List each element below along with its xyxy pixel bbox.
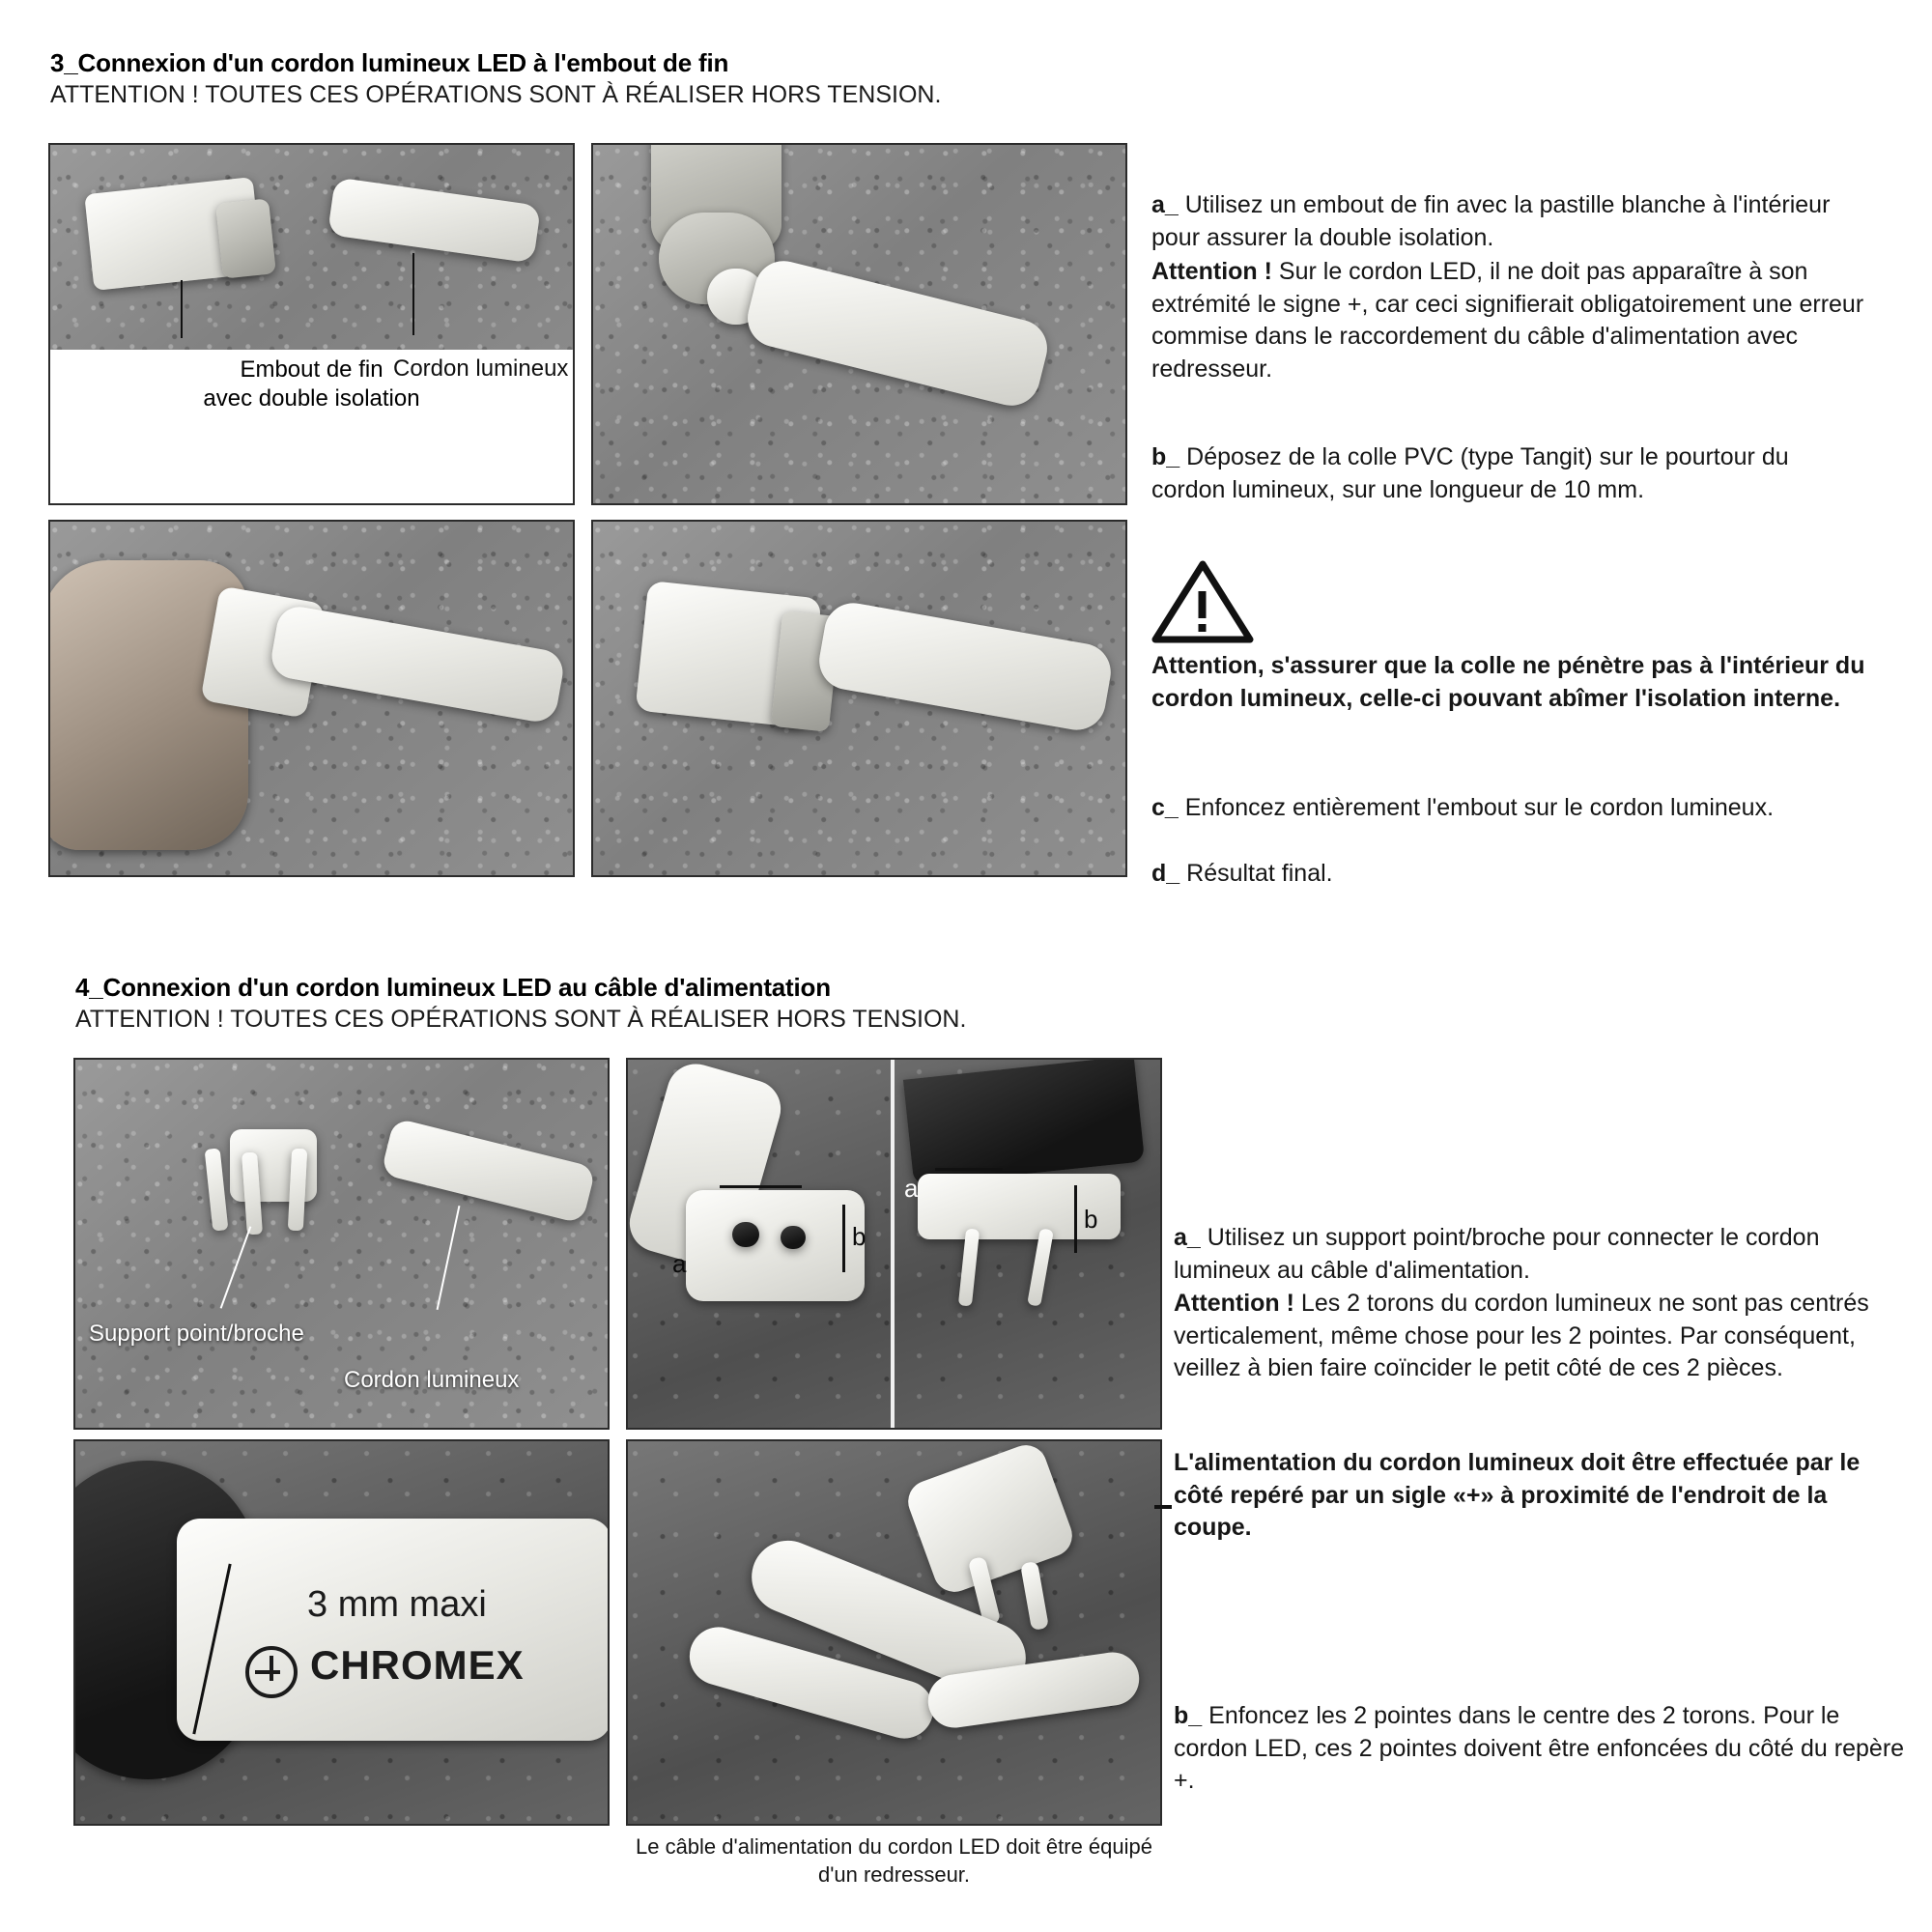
warning-triangle-icon	[1150, 558, 1256, 645]
note-dash	[1154, 1505, 1172, 1509]
photo-endcap-and-cord	[48, 143, 575, 505]
photo-glue-application	[591, 143, 1127, 505]
brand-text: CHROMEX	[310, 1642, 525, 1688]
bracket-a-left	[720, 1185, 802, 1188]
photo-insert-endcap-hand	[48, 520, 575, 877]
plus-circle-icon	[245, 1646, 298, 1698]
instruction-b-section3	[1151, 441, 1866, 506]
instruction-a-section3	[1151, 189, 1866, 254]
attention-text: Les 2 torons du cordon lumineux ne sont pas centrés verticalement, même chose pour les 2 pointes. Par conséquent, veillez à bien faire coïncider le petit côté de ces 2 pièces.	[1174, 1290, 1869, 1381]
instruction-a-section4	[1174, 1222, 1889, 1287]
section-4-subtitle: ATTENTION ! TOUTES CES OPÉRATIONS SONT À RÉALISER HORS TENSION.	[75, 1006, 967, 1033]
cord-surface	[177, 1519, 610, 1741]
photo-final-result	[591, 520, 1127, 877]
cord-strand-2	[781, 1226, 806, 1249]
instruction-b-text: Déposez de la colle PVC (type Tangit) sur le pourtour du cordon lumineux, sur une longueur de 10 mm.	[1151, 443, 1789, 503]
warning-text-section3: Attention, s'assurer que la colle ne pénètre pas à l'intérieur du cordon lumineux, celle-ci pouvant abîmer l'isolation interne.	[1151, 652, 1865, 712]
marker-d: d_	[1151, 860, 1180, 887]
photo-split-divider	[891, 1060, 895, 1430]
caption-light-cord: Cordon lumineux	[393, 355, 569, 382]
photo-background	[75, 1060, 608, 1428]
instruction-a-text: Utilisez un support point/broche pour connecter le cordon lumineux au câble d'alimentation.	[1174, 1224, 1820, 1284]
attention-note-section3	[1151, 256, 1866, 385]
instruction-b-section4	[1174, 1700, 1908, 1798]
annotation-a-right: a	[904, 1174, 919, 1203]
section-3-title: 3_Connexion d'un cordon lumineux LED à l'embout de fin	[50, 48, 729, 77]
bold-note-section4: L'alimentation du cordon lumineux doit être effectuée par le côté repéré par un sigle «+» à proximité de l'endroit de la coupe.	[1174, 1449, 1861, 1541]
cord-cross-section	[686, 1190, 865, 1301]
photo-cord-and-pins-detail	[626, 1058, 1162, 1430]
caption-light-cord: Cordon lumineux	[344, 1367, 520, 1393]
endcap-collar	[215, 198, 276, 278]
caption-endcap-line1: Embout de fin	[240, 356, 384, 383]
photo-caption-power-cable: Le câble d'alimentation du cordon LED doit être équipé d'un redresseur.	[635, 1834, 1152, 1887]
instruction-c-text: Enfoncez entièrement l'embout sur le cordon lumineux.	[1184, 794, 1775, 821]
section-3-subtitle: ATTENTION ! TOUTES CES OPÉRATIONS SONT À RÉALISER HORS TENSION.	[50, 81, 942, 108]
leader-line-cord	[412, 253, 414, 335]
marker-b: b_	[1174, 1702, 1203, 1729]
attention-lead: Attention !	[1151, 258, 1272, 285]
marker-b: b_	[1151, 443, 1180, 470]
bracket-b-left	[842, 1205, 845, 1272]
attention-lead: Attention !	[1174, 1290, 1294, 1317]
annotation-b-right: b	[1084, 1205, 1098, 1234]
instruction-a-text: Utilisez un embout de fin avec la pastille blanche à l'intérieur pour assurer la double isolation.	[1151, 191, 1831, 251]
section-4-heading	[75, 973, 966, 1034]
bracket-a-right	[935, 1168, 1003, 1171]
annotation-a-left: a	[672, 1249, 687, 1278]
instruction-b-text: Enfoncez les 2 pointes dans le centre des 2 torons. Pour le cordon LED, ces 2 pointes doivent être enfoncées du côté du repère +.	[1174, 1702, 1905, 1794]
instruction-d-section3	[1151, 858, 1886, 891]
section-3-heading	[50, 48, 941, 109]
section-4-title: 4_Connexion d'un cordon lumineux LED au câble d'alimentation	[75, 973, 831, 1002]
instruction-c-section3	[1151, 792, 1886, 825]
attention-note-section4	[1174, 1288, 1889, 1385]
attention-text: Sur le cordon LED, il ne doit pas apparaître à son extrémité le signe +, car ceci signifierait obligatoirement une erreur commise dans le raccordement du câble d'alimentation avec redresseur.	[1151, 258, 1864, 383]
instruction-d-text: Résultat final.	[1186, 860, 1333, 887]
marker-c: c_	[1151, 794, 1179, 821]
annotation-b-left: b	[852, 1222, 867, 1251]
marking-size-text: 3 mm maxi	[307, 1584, 487, 1625]
caption-pin-support: Support point/broche	[89, 1321, 304, 1347]
marker-a: a_	[1174, 1224, 1201, 1251]
bracket-b-right	[1074, 1185, 1077, 1253]
photo-power-cable-plug	[626, 1439, 1162, 1826]
photo-pin-support-and-cord	[73, 1058, 610, 1430]
marker-a: a_	[1151, 191, 1179, 218]
leader-line-endcap	[181, 280, 183, 338]
photo-chromex-marking	[73, 1439, 610, 1826]
caption-endcap-line2: avec double isolation	[203, 385, 420, 412]
cord-strand-1	[732, 1222, 759, 1247]
